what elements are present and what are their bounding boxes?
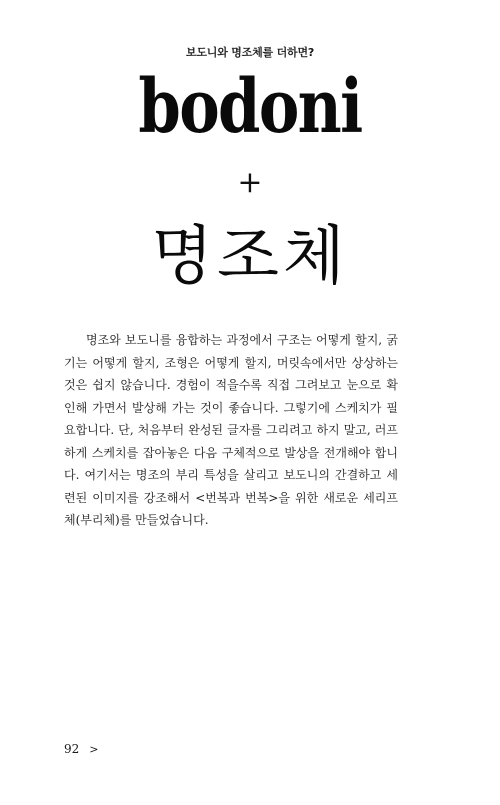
page-subtitle: 보도니와 명조체를 더하면? [185,46,315,59]
bodoni-display-word: bodoni [138,64,362,150]
body-paragraph: 명조와 보도니를 융합하는 과정에서 구조는 어떻게 할지, 굵기는 어떻게 할지, 조형은 어떻게 할지, 머릿속에서만 상상하는 것은 쉽지 않습니다. 경험이 적을수록 직접 그려보고 눈으로 확인해 가면서 발상해 가는 것이 좋습니다. 그렇기에 스케치가 필요합니다. 단, 처음부터 완성된 글자를 그리려고 하지 말고, 러프하게 스케치를 잡아놓은 다음 구체적으로 발상을 전개해야 합니다. 여기서는 명조의 부리 특성을 살리고 보도니의 간결하고 세련된 이미지를 강조해서 <번복과 번복>을 위한 새로운 세리프체(부리체)를 만들었습니다. [64,333,398,527]
page-footer [64,742,99,756]
page-number: 92 [64,742,80,756]
plus-sign: + [237,165,263,200]
next-arrow-icon: > [89,743,99,756]
myeongjo-display-word: 명조체 [151,220,349,294]
